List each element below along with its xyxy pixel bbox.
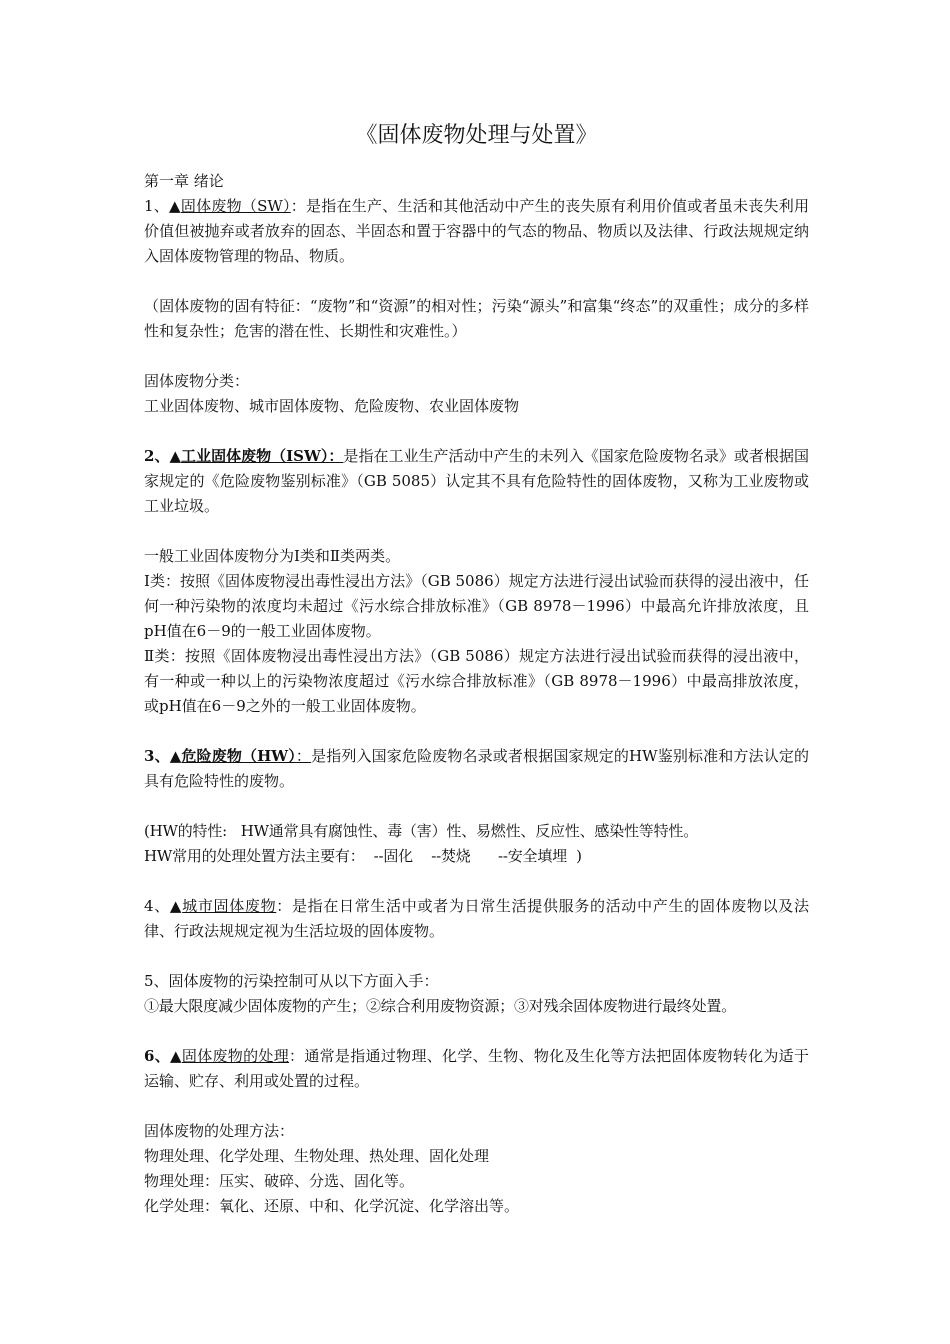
term-hazardous-waste: 危险废物（HW） — [181, 747, 296, 765]
term-industrial-waste: 工业固体废物（ISW）： — [181, 447, 344, 465]
item-prefix: 3、▲ — [144, 747, 182, 765]
definition-text: 通常是指通过物理、化学、生物、物化及生化等方法把固体废物转化为适于运输、贮存、利用或处置的过程。 — [144, 1047, 809, 1090]
term-treatment: 固体废物的处理 — [181, 1047, 290, 1065]
treatment-methods-list: 物理处理、化学处理、生物处理、热处理、固化处理 — [144, 1147, 490, 1165]
definition-solid-waste — [144, 194, 809, 269]
general-waste-intro: 一般工业固体废物分为Ⅰ类和Ⅱ类两类。 — [144, 547, 401, 565]
document-title: 《固体废物处理与处置》 — [355, 123, 598, 148]
item-prefix: 6、▲ — [144, 1047, 182, 1065]
treatment-methods-heading: 固体废物的处理方法： — [144, 1122, 295, 1140]
physical-treatment: 物理处理：压实、破碎、分选、固化等。 — [144, 1172, 415, 1190]
item-prefix: 1、▲ — [144, 197, 181, 215]
definition-industrial-waste — [144, 444, 809, 519]
document-page — [144, 118, 809, 1219]
definition-text: 是指在工业生产活动中产生的未列入《国家危险废物名录》或者根据国家规定的《危险废物鉴别标准》（GB 5085）认定其不具有危险特性的固体废物，又称为工业废物或工业垃圾。 — [144, 447, 809, 515]
general-waste-class-2: Ⅱ类：按照《固体废物浸出毒性浸出方法》（GB 5086）规定方法进行浸出试验而获得的浸出液中，有一种或一种以上的污染物浓度超过《污水综合排放标准》（GB 8978－1996）中最高排放浓度，或pH值在6－9之外的一般工业固体废物。 — [144, 647, 809, 715]
pollution-control-items: ①最大限度减少固体废物的产生；②综合利用废物资源；③对残余固体废物进行最终处置。 — [144, 997, 737, 1015]
item-prefix: 4、▲ — [144, 897, 183, 915]
classification-items: 工业固体废物、城市固体废物、危险废物、农业固体废物 — [144, 397, 520, 415]
term-municipal-waste: 城市固体废物 — [182, 897, 277, 915]
term-colon: ： — [276, 897, 292, 915]
hw-characteristics: (HW的特性: HW通常具有腐蚀性、毒（害）性、易燃性、反应性、感染性等特性。 — [144, 822, 699, 840]
hw-treatment-methods: HW常用的处理处置方法主要有： --固化 --焚烧 --安全填埋 ) — [144, 847, 582, 865]
term-colon: ： — [295, 747, 312, 765]
general-waste-class-1: Ⅰ类：按照《固体废物浸出毒性浸出方法》（GB 5086）规定方法进行浸出试验而获得的浸出液中，任何一种污染物的浓度均未超过《污水综合排放标准》（GB 8978－1996）中最高允许排放浓度，且pH值在6－9的一般工业固体废物。 — [144, 572, 809, 640]
definition-text: 是指在日常生活中或者为日常生活提供服务的活动中产生的固体废物以及法律、行政法规规定视为生活垃圾的固体废物。 — [144, 897, 809, 940]
item-prefix: 2、▲ — [144, 447, 182, 465]
definition-municipal-waste — [144, 894, 809, 944]
solid-waste-features: （固体废物的固有特征：“废物”和“资源”的相对性；污染“源头”和富集“终态”的双重性；成分的多样性和复杂性；危害的潜在性、长期性和灾难性。） — [144, 297, 809, 340]
chemical-treatment: 化学处理：氧化、还原、中和、化学沉淀、化学溶出等。 — [144, 1197, 520, 1215]
term-colon: ： — [289, 1047, 305, 1065]
pollution-control-heading: 5、固体废物的污染控制可从以下方面入手： — [144, 972, 439, 990]
definition-text: 是指在生产、生活和其他活动中产生的丧失原有利用价值或者虽未丧失利用价值但被抛弃或者放弃的固态、半固态和置于容器中的气态的物品、物质以及法律、行政法规规定纳入固体废物管理的物品、物质。 — [144, 197, 809, 265]
classification-heading: 固体废物分类： — [144, 372, 250, 390]
term-solid-waste: 固体废物（SW） — [180, 197, 291, 215]
definition-hazardous-waste — [144, 744, 809, 794]
chapter-heading: 第一章 绪论 — [144, 172, 224, 190]
definition-treatment — [144, 1044, 809, 1094]
definition-text: 是指列入国家危险废物名录或者根据国家规定的HW鉴别标准和方法认定的具有危险特性的废物。 — [144, 747, 809, 790]
term-colon: ： — [290, 197, 307, 215]
